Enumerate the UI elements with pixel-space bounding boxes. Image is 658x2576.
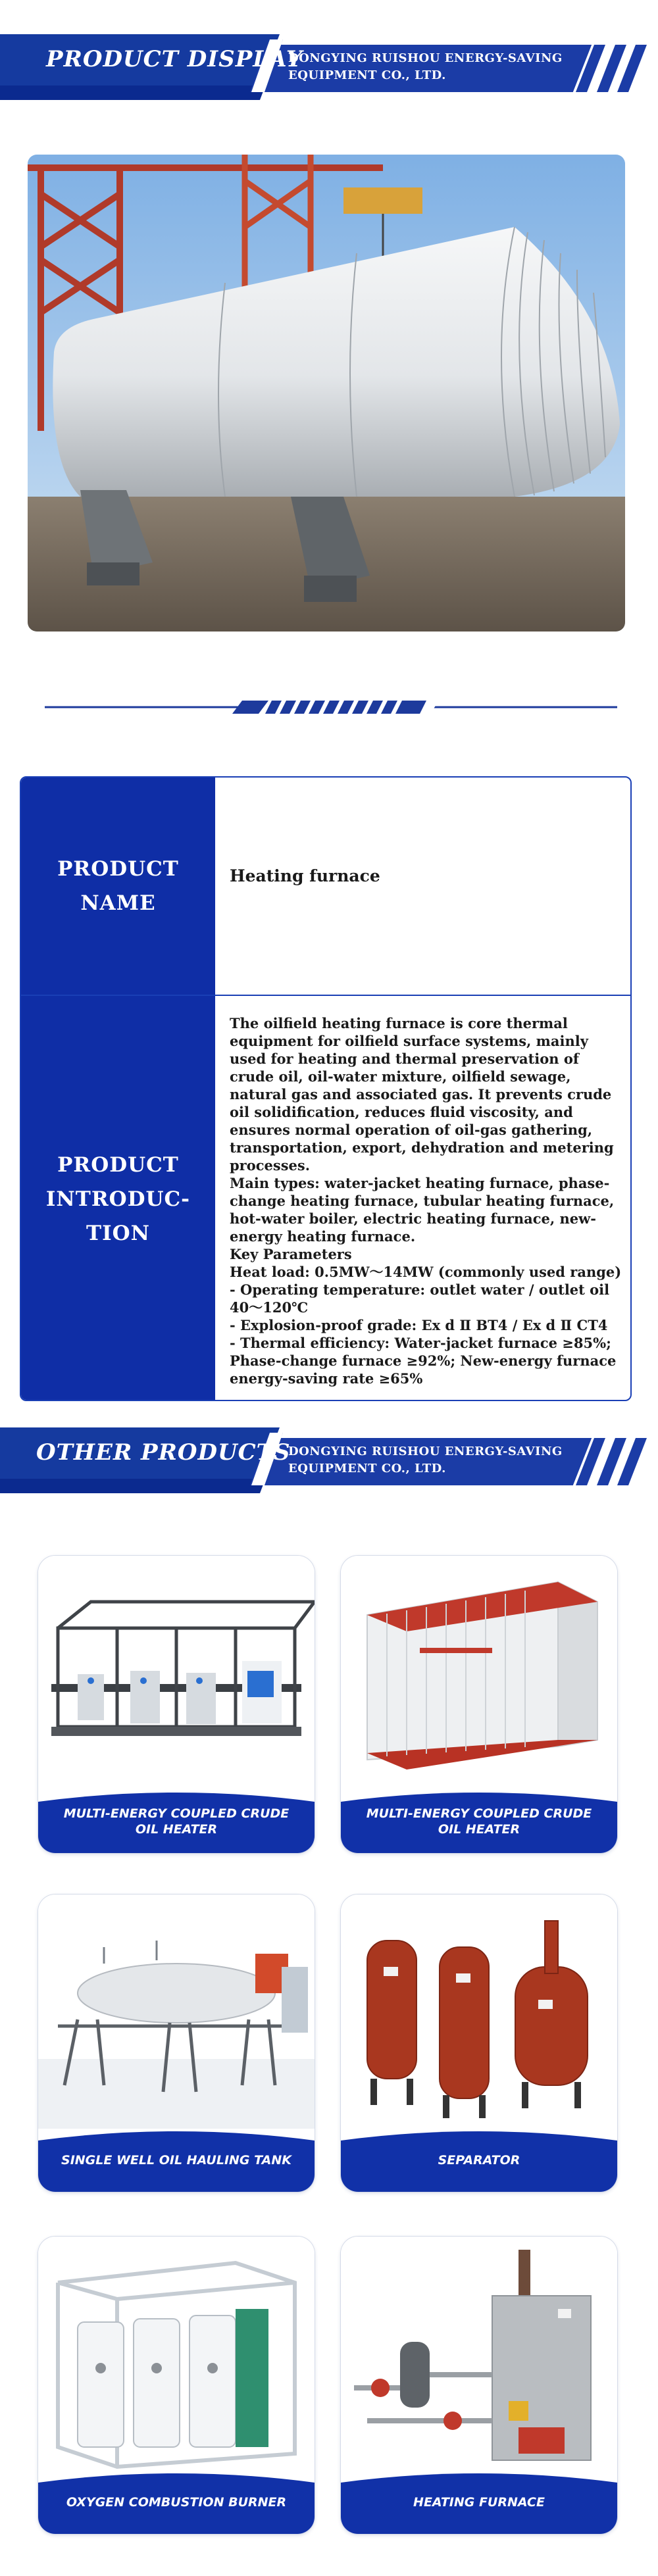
banner-title: PRODUCT DISPLAY — [46, 46, 303, 72]
intro-paragraph: - Operating temperature: outlet water / outlet oil 40～120℃ — [230, 1281, 610, 1316]
product-card-label: SINGLE WELL OIL HAULING TANK — [61, 2153, 291, 2167]
product-info-table — [20, 776, 632, 1401]
product-card[interactable] — [341, 2237, 617, 2534]
product-card[interactable] — [341, 1556, 617, 1853]
product-image-container — [341, 1556, 617, 1790]
product-image-heater-frame — [38, 1556, 315, 1790]
product-introduction-cell — [215, 996, 632, 1401]
product-introduction-header-text: PRODUCT INTRODUC-TION — [45, 1153, 191, 1245]
product-name-cell — [215, 778, 632, 995]
product-introduction-header — [21, 996, 215, 1401]
product-card-label: MULTI-ENERGY COUPLED CRUDE OIL HEATER — [366, 1806, 592, 1837]
product-image-separator — [341, 1895, 617, 2129]
product-card[interactable] — [38, 1556, 315, 1853]
banner-company: DONGYING RUISHOU ENERGY-SAVING EQUIPMENT CO., LTD. — [288, 1445, 563, 1475]
product-card[interactable] — [38, 2237, 315, 2534]
intro-paragraph: - Thermal efficiency: Water-jacket furnace ≥85%; Phase-change furnace ≥92%; New-energy furnace energy-saving rate ≥65% — [230, 1335, 617, 1387]
other-products-banner — [0, 1427, 658, 1493]
intro-paragraph: Key Parameters — [230, 1246, 352, 1262]
product-image-heating-furnace — [341, 2237, 617, 2471]
intro-paragraph: Heat load: 0.5MW～14MW (commonly used range) — [230, 1264, 622, 1280]
product-card-label: MULTI-ENERGY COUPLED CRUDE OIL HEATER — [63, 1806, 290, 1837]
product-card[interactable] — [341, 1895, 617, 2192]
product-name-header-text: PRODUCT NAME — [57, 857, 179, 915]
product-introduction-text — [230, 1014, 624, 1387]
intro-paragraph: Main types: water-jacket heating furnace, phase-change heating furnace, tubular heating furnace, hot-water boiler, electric heating furnace, new-energy heating furnace. — [230, 1175, 615, 1245]
product-card[interactable] — [38, 1895, 315, 2192]
section-divider — [45, 694, 617, 720]
banner-company: DONGYING RUISHOU ENERGY-SAVING EQUIPMENT CO., LTD. — [288, 51, 563, 82]
product-introduction-row — [21, 996, 632, 1401]
product-card-label: HEATING FURNACE — [413, 2495, 545, 2510]
product-name-value: Heating furnace — [230, 866, 380, 885]
product-card-label: OXYGEN COMBUSTION BURNER — [66, 2495, 287, 2510]
product-image-burner-skid — [38, 2237, 315, 2471]
product-image-hauling-tank — [38, 1895, 315, 2129]
product-display-banner — [0, 34, 658, 100]
intro-paragraph: The oilfield heating furnace is core thermal equipment for oilfield surface systems, mainly used for heating and thermal preservation of crude oil, oil-water mixture, oilfield sewage, natural gas and associated gas. It prevents crude oil solidification, reduces fluid viscosity, and ensures normal operation of oil-gas gathering, transportation, export, dehydration and metering processes. — [230, 1015, 614, 1174]
intro-paragraph: - Explosion-proof grade: Ex d Ⅱ BT4 / Ex d Ⅱ CT4 — [230, 1317, 608, 1333]
hero-product-image — [28, 155, 625, 632]
banner-title: OTHER PRODUCTS — [36, 1439, 291, 1466]
product-name-header — [21, 778, 215, 995]
product-name-row — [21, 778, 632, 995]
product-card-label: SEPARATOR — [438, 2153, 520, 2167]
